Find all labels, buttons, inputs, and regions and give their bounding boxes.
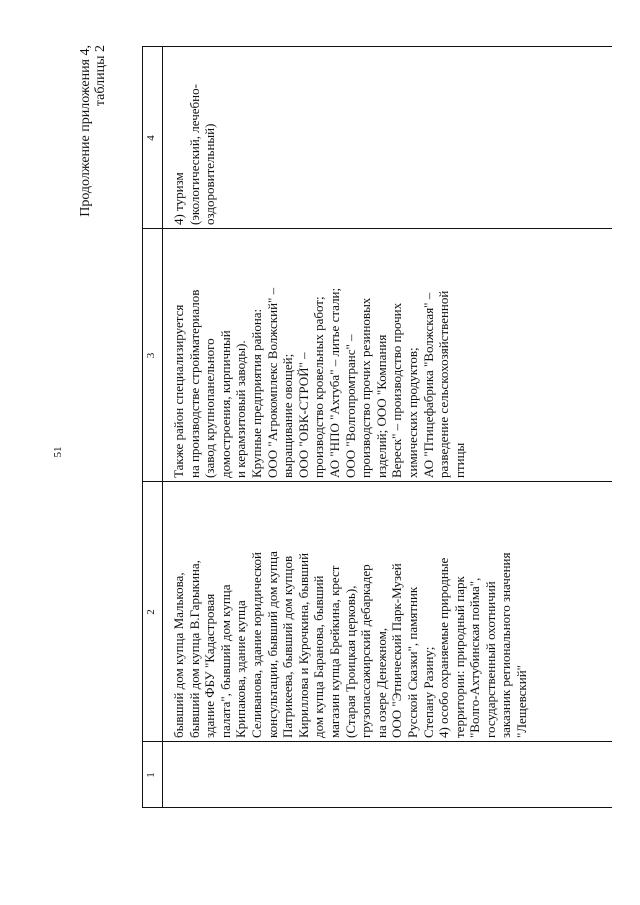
column-number-2: 2 (145, 609, 157, 615)
cell-line: Вереск" – производство прочих (389, 302, 405, 478)
cell-line: выращивание овощей; (280, 353, 296, 478)
cell-line: Русской Сказки", памятник (404, 586, 420, 738)
cell-line: АО "Птицефабрика "Волжская" – (420, 292, 436, 478)
cell-line: "Волго-Ахтубинская пойма", (467, 577, 483, 738)
cell-line: оздоровительный) (202, 123, 218, 225)
cell-line: производство кровельных работ; (311, 296, 327, 478)
page-number: 51 (52, 446, 64, 458)
cell-line: ООО "Волгопромтранс" – (342, 334, 358, 478)
continuation-title-line1: Продолжение приложения 4, (78, 45, 93, 217)
cell-line: Крупные предприятия района: (248, 308, 264, 478)
cell-line: ООО "Агрокомплекс Волжский" – (264, 287, 280, 478)
cell-line: производство прочих резиновых (358, 297, 374, 478)
header-row-border (162, 46, 163, 808)
column-number-1: 1 (145, 772, 157, 778)
cell-line: на озере Денежном, (373, 627, 389, 738)
appendix-table (142, 46, 612, 808)
cell-line: дом купца Баранова, бывший (311, 575, 327, 738)
continuation-title (78, 45, 108, 285)
cell-line: палата", бывший дом купца (217, 584, 233, 738)
cell-line: 4) особо охраняемые природные (436, 557, 452, 738)
cell-line: бывший дом купца В.Гарыкина, (186, 560, 202, 738)
continuation-title-line2: таблицы 2 (93, 45, 108, 107)
cell-line: АО "НПО "Ахтуба" – литье стали; (326, 287, 342, 478)
cell-line: здание ФБУ "Кадастровая (202, 593, 218, 738)
column-number-3: 3 (145, 352, 157, 359)
column-divider (142, 741, 612, 742)
cell-line: государственный охотничий (482, 581, 498, 738)
cell-line: Крипакова, здание купца (233, 600, 249, 738)
cell-line: (завод крупнопанельного (202, 338, 218, 478)
column-divider (142, 481, 612, 482)
cell-line: бывший дом купца Малькова, (171, 572, 186, 738)
cell-line: ООО "Этнический Парк-Музей (389, 563, 405, 738)
cell-line: "Лещевский" (514, 665, 530, 738)
column-number-4: 4 (145, 135, 157, 141)
cell-line: магазин купца Брейкина, крест (326, 565, 342, 738)
cell-col3 (171, 231, 467, 478)
cell-line: Патрикеева, бывший дом купцов (280, 555, 296, 738)
table-right-border (142, 46, 612, 47)
cell-line: Степану Разину; (420, 646, 436, 738)
cell-line: территории: природный парк (451, 576, 467, 738)
cell-line: Кириллова и Курочкина, бывший (295, 552, 311, 738)
cell-line: и керамзитовый заводы). (233, 340, 249, 478)
cell-line: Также район специализируется (171, 304, 186, 478)
cell-col4 (171, 49, 218, 225)
cell-line: (Старая Троицкая церковь), (342, 585, 358, 738)
cell-line: химических продуктов; (404, 347, 420, 478)
table-left-border (142, 807, 612, 808)
cell-line: домостроения, кирпичный (217, 330, 233, 478)
cell-line: Селиванова, здание юридической (248, 552, 264, 738)
cell-line: консультации, бывший дом купца (264, 551, 280, 738)
table-top-border (142, 46, 143, 808)
cell-line: (экологический, лечебно- (186, 84, 202, 225)
cell-line: на производстве стройматериалов (186, 289, 202, 478)
column-divider (142, 228, 612, 229)
cell-line: изделий; ООО "Компания (373, 334, 389, 478)
cell-line: 4) туризм (171, 172, 186, 225)
cell-line: грузопассажирский дебаркадер (358, 564, 374, 738)
cell-line: разведение сельскохозяйственной (436, 290, 452, 478)
cell-col2 (171, 484, 530, 738)
cell-line: заказник регионального значения (498, 552, 514, 738)
cell-line: птицы (451, 442, 467, 478)
cell-line: ООО "ОВК-СТРОЙ" – (295, 352, 311, 478)
